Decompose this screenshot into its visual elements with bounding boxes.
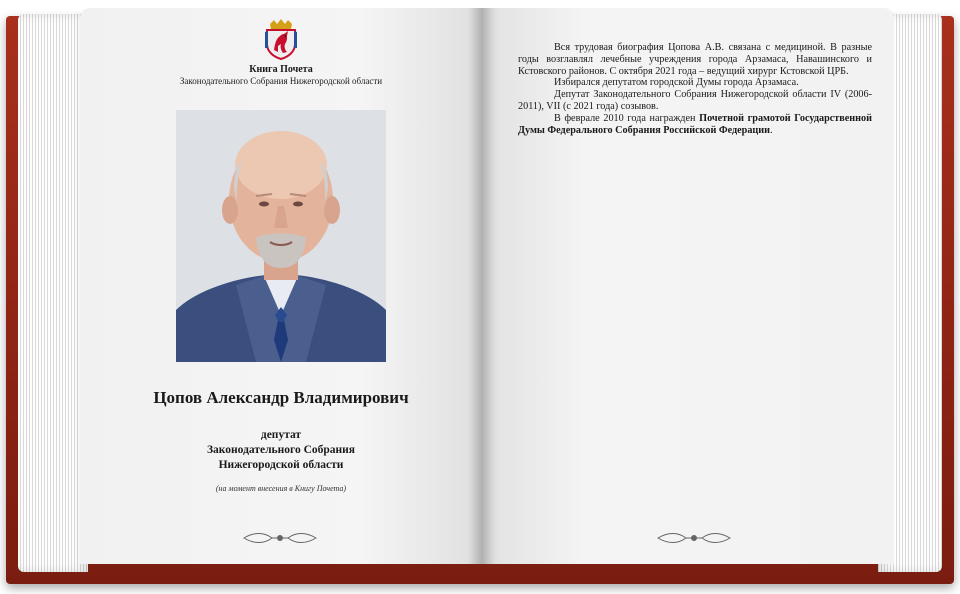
bio-paragraph: Избирался депутатом городской Думы города Арзамаса. — [554, 77, 799, 89]
award-suffix: . — [770, 124, 773, 136]
nizhny-novgorod-coat-of-arms-icon — [264, 18, 298, 60]
award-prefix: В феврале 2010 года награжден — [554, 112, 700, 124]
role-line: депутат — [260, 429, 302, 441]
left-page — [80, 8, 482, 564]
bio-paragraph: Депутат Законодательного Собрания Нижегородской области IV (2006-2011), VII (с 2021 года) созывов. — [518, 89, 872, 112]
award-name: Почетной грамотой Государственной Думы Федерального Собрания Российской Федерации — [518, 112, 872, 136]
book-title: Книга Почета — [249, 64, 313, 75]
person-role — [80, 428, 482, 473]
portrait-photo — [176, 110, 386, 362]
role-line: Законодательного Собрания — [206, 444, 355, 456]
bio-paragraph: Вся трудовая биография Цопова А.В. связана с медициной. В разные годы возглавлял лечебные учреждения города Арзамаса, Навашинского и Кстовского районов. С октября 2021 года – ведущий хирург Кстовской ЦРБ. — [518, 42, 872, 77]
book-spine — [470, 8, 494, 564]
ornament-icon — [654, 530, 734, 546]
right-page — [482, 8, 894, 564]
person-name: Цопов Александр Владимирович — [153, 388, 409, 407]
book-subtitle: Законодательного Собрания Нижегородской области — [179, 76, 383, 86]
bio-paragraph-award — [518, 113, 872, 137]
page-stack-left — [18, 14, 88, 572]
biography-text — [518, 42, 872, 136]
inclusion-note: (на момент внесения в Книгу Почета) — [215, 484, 347, 493]
ornament-icon — [240, 530, 320, 546]
role-line: Нижегородской области — [218, 459, 344, 471]
